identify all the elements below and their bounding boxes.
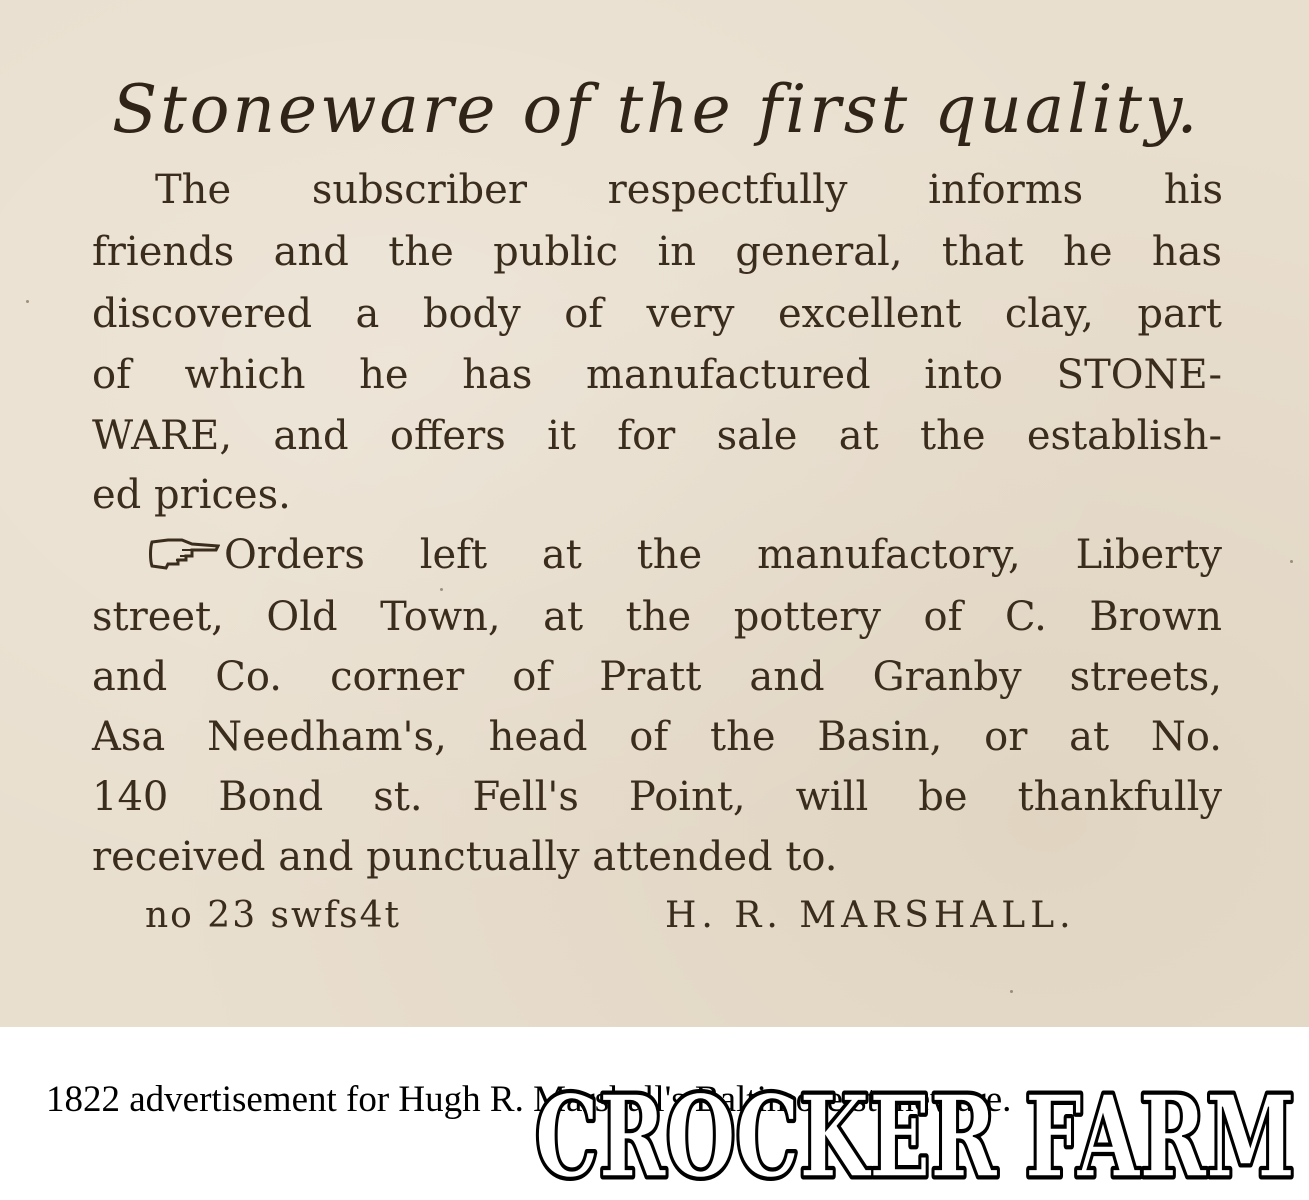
paper-speck [26,300,29,303]
ad-line: of which he has manufactured into STONE- [92,352,1222,398]
paper-speck [440,588,443,591]
crocker-farm-logo [530,1072,1300,1190]
ad-line: 140 Bond st. Fell's Point, will be thankfully [92,774,1222,820]
paper-speck [1290,560,1293,563]
svg-text:CROCKER FARM: CROCKER FARM [535,1072,1295,1190]
ad-line: ed prices. [92,472,291,518]
ad-line: and Co. corner of Pratt and Granby streets, [92,654,1222,700]
ad-orders-line [148,526,1222,584]
advertiser-signature: H. R. MARSHALL. [665,895,1076,936]
ad-line: Asa Needham's, head of the Basin, or at No. [92,714,1222,760]
svg-text:CROCKER FARM: CROCKER FARM [535,1072,1295,1190]
image-caption: 1822 advertisement for Hugh R. Marshall's Baltimore stoneware. [46,1079,1012,1120]
ad-line: street, Old Town, at the pottery of C. Brown [92,594,1222,640]
ad-line: WARE, and offers it for sale at the establish- [92,413,1222,459]
ad-line: The subscriber respectfully informs his [155,167,1223,213]
run-notice: no 23 swfs4t [145,895,402,936]
pointing-hand-icon [148,534,220,574]
ad-heading: Stoneware of the first quality. [112,71,1201,148]
ad-line: received and punctually attended to. [92,834,838,880]
paper-speck [1010,990,1013,993]
ad-line: friends and the public in general, that he has [92,229,1222,275]
ad-line: discovered a body of very excellent clay, part [92,291,1222,337]
ad-line: Orders left at the manufactory, Liberty [224,532,1222,578]
